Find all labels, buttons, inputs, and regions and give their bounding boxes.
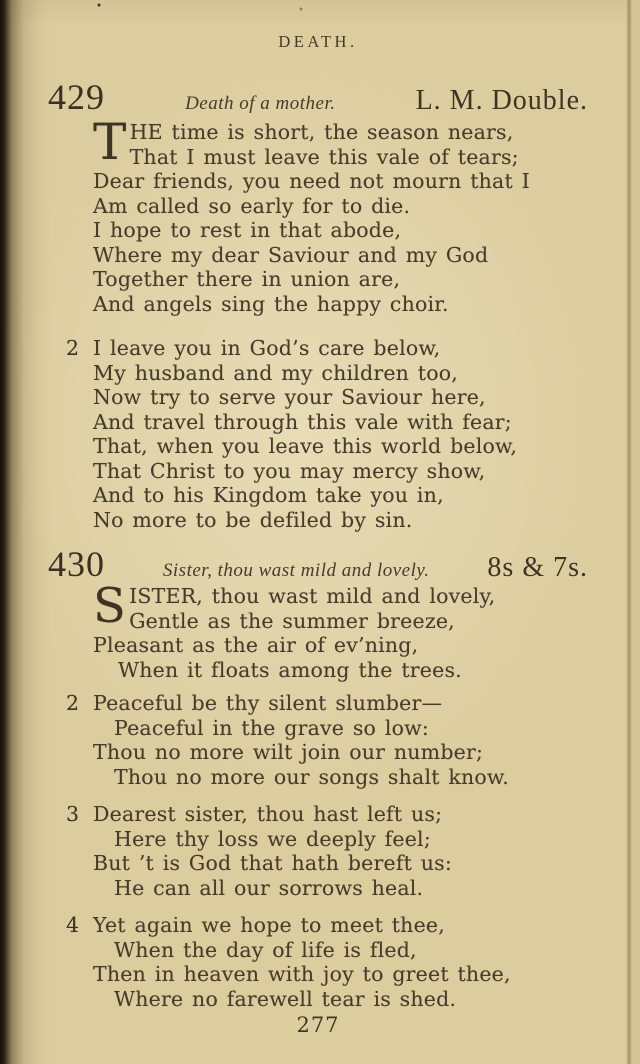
hymn-430-heading xyxy=(48,545,588,584)
verse-1 xyxy=(93,113,588,316)
verse-line: Together there in union are, xyxy=(93,267,401,291)
hymn-title: Sister, thou wast mild and lovely. xyxy=(162,560,430,581)
verse-line: ISTER, thou wast mild and lovely, xyxy=(129,584,496,608)
verse-number: 4 xyxy=(66,913,80,937)
verse-line: That Christ to you may mercy show, xyxy=(93,458,486,483)
hymn-430-body xyxy=(66,578,588,1011)
hymn-meter: 8s & 7s. xyxy=(487,552,588,583)
verse-line: Pleasant as the air of ev’ning, xyxy=(93,633,419,657)
drop-cap: T xyxy=(93,113,127,171)
page-number: 277 xyxy=(296,1013,340,1037)
verse-line: Dear friends, you need not mourn that I xyxy=(93,169,530,193)
verse-line: Yet again we hope to meet thee, xyxy=(93,913,445,937)
verse-line: Where no farewell tear is shed. xyxy=(114,986,457,1011)
running-head: DEATH. xyxy=(278,32,358,51)
hymn-meter: L. M. Double. xyxy=(415,85,588,116)
verse-line: Thou no more wilt join our number; xyxy=(93,740,484,764)
verse-number: 3 xyxy=(66,802,80,826)
verse-1 xyxy=(93,578,588,682)
verse-line: No more to be defiled by sin. xyxy=(93,507,413,532)
drop-cap: S xyxy=(93,578,127,634)
verse-line: That, when you leave this world below, xyxy=(93,434,518,458)
verse-line: When the day of life is fled, xyxy=(114,937,417,962)
verse-line: Thou no more our songs shalt know. xyxy=(114,764,509,789)
hymn-429-heading xyxy=(48,78,588,117)
verse-line: Dearest sister, thou hast left us; xyxy=(93,802,443,826)
page-content xyxy=(0,32,640,1064)
hymn-429 xyxy=(48,78,588,532)
verse-line: HE time is short, the season nears, xyxy=(129,120,514,144)
verse-number: 2 xyxy=(66,336,80,360)
verse-line: Am called so early for to die. xyxy=(93,193,411,218)
verse-2 xyxy=(66,336,588,532)
hymn-title: Death of a mother. xyxy=(185,93,336,114)
verse-line: Then in heaven with joy to greet thee, xyxy=(93,962,511,986)
verse-line: I leave you in God’s care below, xyxy=(93,336,441,360)
verse-4 xyxy=(66,913,588,1011)
verse-line: Where my dear Saviour and my God xyxy=(93,242,489,267)
verse-line: And angels sing the happy choir. xyxy=(93,291,449,316)
verse-line: Peaceful in the grave so low: xyxy=(114,715,429,740)
verse-line: When it floats among the trees. xyxy=(118,657,462,682)
verse-line: And travel through this vale with fear; xyxy=(93,409,512,434)
verse-line: Gentle as the summer breeze, xyxy=(129,608,455,633)
verse-line: Here thy loss we deeply feel; xyxy=(114,826,431,851)
hymn-number: 429 xyxy=(48,77,105,117)
verse-line: Now try to serve your Saviour here, xyxy=(93,385,486,409)
verse-line: And to his Kingdom take you in, xyxy=(93,483,444,507)
hymn-number: 430 xyxy=(48,544,105,584)
verse-line: But ’t is God that hath bereft us: xyxy=(93,851,452,875)
verse-2 xyxy=(66,691,588,789)
verse-line: That I must leave this vale of tears; xyxy=(129,144,519,169)
hymn-430 xyxy=(48,545,588,1011)
verse-number: 2 xyxy=(66,691,80,715)
verse-3 xyxy=(66,802,588,900)
verse-line: My husband and my children too, xyxy=(93,360,459,385)
verse-line: Peaceful be thy silent slumber— xyxy=(93,691,443,715)
verse-line: He can all our sorrows heal. xyxy=(114,875,424,900)
hymn-429-body xyxy=(66,113,588,532)
verse-line: I hope to rest in that abode, xyxy=(93,218,402,242)
